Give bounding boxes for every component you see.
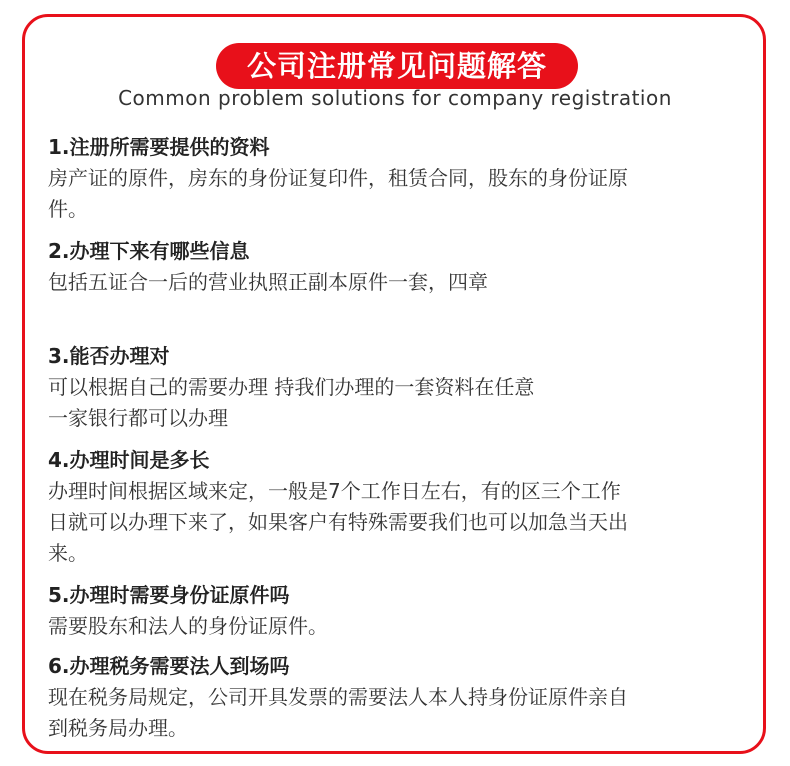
qa-item-3: [48, 342, 748, 434]
answer-3: [48, 372, 748, 434]
question-5: 5.办理时需要身份证原件吗: [48, 583, 290, 607]
answer-line: 房产证的原件，房东的身份证复印件，租赁合同，股东的身份证原: [48, 166, 628, 190]
answer-2: [48, 267, 748, 298]
answer-line: 需要股东和法人的身份证原件。: [48, 614, 328, 638]
answer-line: 日就可以办理下来了，如果客户有特殊需要我们也可以加急当天出: [48, 510, 628, 534]
answer-line: 可以根据自己的需要办理 持我们办理的一套资料在任意: [48, 375, 535, 399]
answer-1: [48, 163, 748, 225]
answer-line: 现在税务局规定，公司开具发票的需要法人本人持身份证原件亲自: [48, 685, 628, 709]
page-title: 公司注册常见问题解答: [216, 43, 578, 89]
answer-line: 包括五证合一后的营业执照正副本原件一套，四章: [48, 270, 488, 294]
page-subtitle: Common problem solutions for company registration: [118, 86, 672, 110]
qa-item-5: [48, 581, 748, 642]
answer-line: 办理时间根据区域来定，一般是7个工作日左右，有的区三个工作: [48, 479, 621, 503]
qa-item-2: [48, 237, 748, 298]
answer-line: 到税务局办理。: [48, 716, 188, 740]
answer-line: 一家银行都可以办理: [48, 406, 228, 430]
question-6: 6.办理税务需要法人到场吗: [48, 654, 290, 678]
answer-5: [48, 611, 748, 642]
qa-item-1: [48, 133, 748, 225]
answer-line: 件。: [48, 197, 88, 221]
answer-6: [48, 682, 748, 744]
question-1: 1.注册所需要提供的资料: [48, 135, 270, 159]
answer-line: 来。: [48, 541, 88, 565]
question-2: 2.办理下来有哪些信息: [48, 239, 250, 263]
qa-item-6: [48, 652, 748, 744]
question-4: 4.办理时间是多长: [48, 448, 210, 472]
question-3: 3.能否办理对: [48, 344, 170, 368]
answer-4: [48, 476, 748, 569]
qa-item-4: [48, 446, 748, 569]
